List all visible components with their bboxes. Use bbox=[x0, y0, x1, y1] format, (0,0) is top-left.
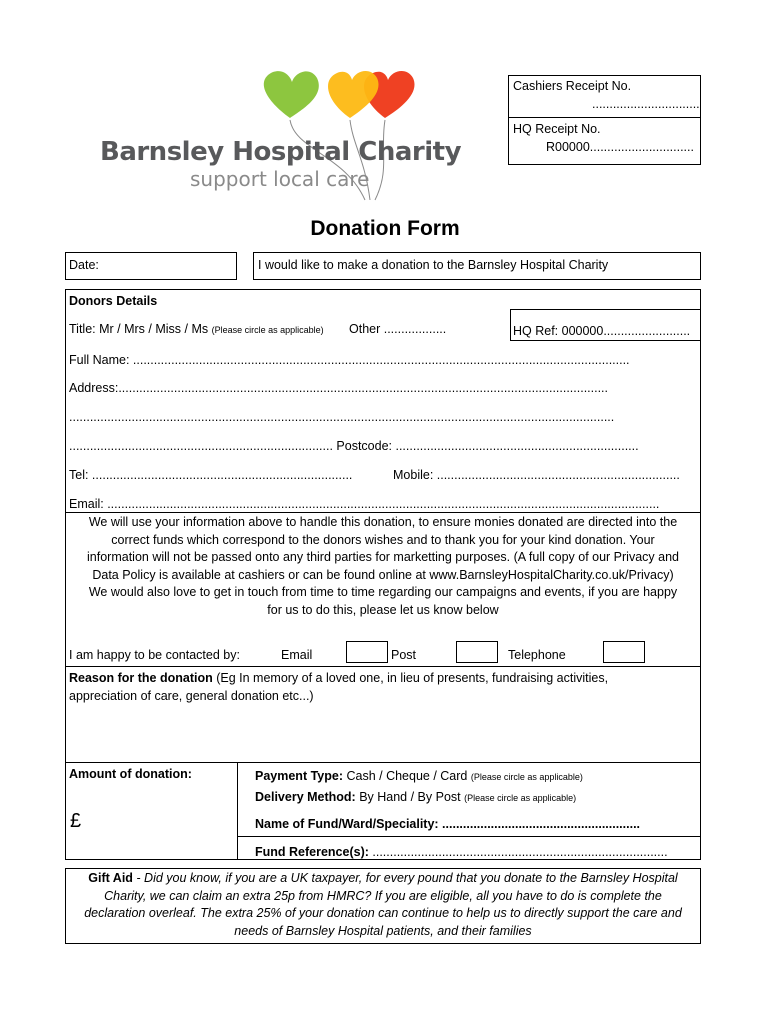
hq-ref-field[interactable]: HQ Ref: 000000......................... bbox=[513, 324, 691, 338]
reason-hint-line2: appreciation of care, general donation etc...) bbox=[69, 689, 314, 703]
privacy-line: information will not be passed onto any third parties for marketting purposes. (A full copy of our Privacy and bbox=[87, 550, 679, 565]
privacy-line: correct funds which correspond to the donors wishes and to thank you for your kind donation. Your bbox=[111, 532, 655, 547]
divider bbox=[65, 666, 701, 667]
title-field[interactable] bbox=[69, 322, 324, 336]
reason-hint: (Eg In memory of a loved one, in lieu of presents, fundraising activities, bbox=[212, 671, 609, 685]
date-label: Date: bbox=[69, 258, 99, 272]
hq-receipt-field[interactable]: R00000.............................. bbox=[546, 140, 694, 154]
privacy-line: Data Policy is available at cashiers or can be found online at www.BarnsleyHospitalCharity.co.uk/Privacy) bbox=[92, 567, 674, 582]
cashiers-receipt-field[interactable]: ............................... bbox=[592, 97, 700, 111]
address-field-1[interactable]: Address:............................................................................................................................................. bbox=[69, 381, 609, 395]
donors-details-heading: Donors Details bbox=[69, 294, 158, 308]
divider bbox=[237, 836, 701, 837]
contact-label: I am happy to be contacted by: bbox=[69, 648, 240, 662]
fund-reference-field[interactable] bbox=[255, 845, 668, 859]
amount-label: Amount of donation: bbox=[69, 767, 192, 781]
fund-name-field[interactable]: Name of Fund/Ward/Speciality: ......................................................... bbox=[255, 817, 641, 831]
contact-email-label: Email bbox=[281, 648, 313, 662]
privacy-line: We would also love to get in touch from time to time regarding our campaigns and events, if you are happy bbox=[88, 585, 678, 600]
title-note: (Please circle as applicable) bbox=[211, 325, 324, 335]
contact-post-label: Post bbox=[391, 648, 417, 662]
divider bbox=[65, 762, 701, 763]
amount-divider bbox=[237, 762, 238, 860]
gift-aid-line: - Did you know, if you are a UK taxpayer, for every pound that you donate to the Barnsley Hospital bbox=[132, 871, 678, 885]
gift-aid-line: Charity, we can claim an extra 25p from HMRC? If you are eligible, all you have to do is complete the bbox=[104, 888, 662, 903]
reason-label: Reason for the donation bbox=[69, 671, 213, 685]
receipt-divider bbox=[508, 117, 701, 118]
logo-name: Barnsley Hospital Charity bbox=[100, 137, 462, 167]
delivery-method-label: Delivery Method: bbox=[255, 790, 356, 804]
email-field[interactable]: Email: ............................................................................................................................................................... bbox=[69, 497, 660, 511]
page-title: Donation Form bbox=[310, 217, 460, 240]
privacy-line: for us to do this, please let us know below bbox=[267, 602, 499, 617]
address-field-2[interactable]: ............................................................................................................................................................. bbox=[69, 410, 615, 424]
contact-telephone-label: Telephone bbox=[508, 648, 566, 662]
delivery-method-options: By Hand / By Post bbox=[355, 790, 465, 804]
address-postcode-field[interactable]: ............................................................................ Postcode: ...................................................................... bbox=[69, 439, 639, 453]
gift-aid-line: declaration overleaf. The extra 25% of your donation can continue to help us to directly support the care and bbox=[84, 906, 682, 921]
fund-reference-label: Fund Reference(s): bbox=[255, 845, 369, 859]
tel-field[interactable]: Tel: ........................................................................... bbox=[69, 468, 353, 482]
privacy-line: We will use your information above to handle this donation, to ensure monies donated are directed into the bbox=[88, 515, 678, 529]
payment-type-label: Payment Type: bbox=[255, 769, 343, 783]
contact-post-checkbox[interactable] bbox=[456, 641, 498, 663]
gift-aid-text bbox=[65, 870, 701, 941]
other-title-field[interactable]: Other .................. bbox=[349, 322, 447, 336]
payment-type-field[interactable] bbox=[255, 769, 583, 783]
cashiers-receipt-label: Cashiers Receipt No. bbox=[513, 79, 632, 93]
contact-email-checkbox[interactable] bbox=[346, 641, 388, 663]
reason-field[interactable] bbox=[69, 671, 608, 685]
fund-reference-value: ..................................................................................... bbox=[368, 845, 668, 859]
gift-aid-line: needs of Barnsley Hospital patients, and their families bbox=[234, 924, 532, 939]
full-name-field[interactable]: Full Name: ............................................................................................................................................... bbox=[69, 353, 630, 367]
gift-aid-label: Gift Aid bbox=[88, 871, 133, 885]
hq-receipt-label: HQ Receipt No. bbox=[513, 122, 601, 136]
delivery-method-field[interactable] bbox=[255, 790, 576, 804]
payment-type-note: (Please circle as applicable) bbox=[470, 772, 583, 782]
contact-telephone-checkbox[interactable] bbox=[603, 641, 645, 663]
amount-field[interactable]: £ bbox=[70, 810, 82, 832]
payment-type-options: Cash / Cheque / Card bbox=[343, 769, 471, 783]
logo-tagline: support local care bbox=[190, 167, 370, 191]
title-label: Title: Mr / Mrs / Miss / Ms bbox=[69, 322, 209, 336]
mobile-field[interactable]: Mobile: ...................................................................... bbox=[393, 468, 680, 482]
divider bbox=[65, 512, 701, 513]
delivery-method-note: (Please circle as applicable) bbox=[464, 793, 577, 803]
privacy-notice bbox=[65, 514, 701, 620]
donation-statement: I would like to make a donation to the Barnsley Hospital Charity bbox=[258, 258, 609, 272]
hq-ref-underline bbox=[510, 340, 701, 341]
